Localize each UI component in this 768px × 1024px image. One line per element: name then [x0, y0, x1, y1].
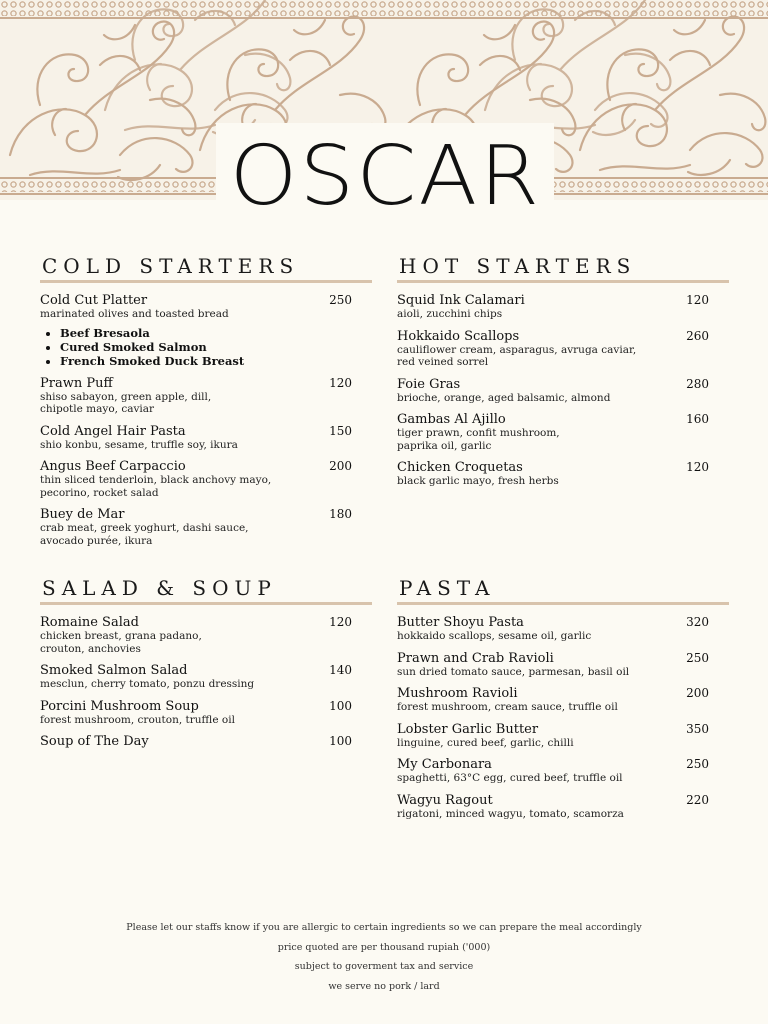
- menu-item: [40, 663, 372, 691]
- item-name: Hokkaido Scallops: [397, 328, 520, 344]
- item-name: Cold Cut Platter: [40, 293, 148, 308]
- item-description: tiger prawn, confit mushroom, paprika oil, garlic: [397, 427, 560, 452]
- list-item: • Cured Smoked Salmon: [60, 340, 372, 354]
- item-name: Porcini Mushroom Soup: [40, 698, 199, 714]
- item-description: rigatoni, minced wagyu, tomato, scamorza: [397, 807, 624, 820]
- footer-notes: [0, 918, 768, 996]
- item-name: Butter Shoyu Pasta: [397, 615, 524, 630]
- item-description: cauliflower cream, asparagus, avruga caviar, red veined sorrel: [397, 343, 637, 368]
- item-description: marinated olives and toasted bread: [40, 308, 229, 320]
- item-price: 320: [686, 615, 709, 629]
- item-price: 200: [686, 686, 709, 700]
- restaurant-name: OSCAR: [229, 128, 541, 224]
- item-price: 280: [686, 376, 709, 391]
- item-name: Prawn and Crab Ravioli: [397, 650, 554, 666]
- item-description: thin sliced tenderloin, black anchovy mayo, pecorino, rocket salad: [40, 474, 272, 499]
- item-name: Lobster Garlic Butter: [397, 721, 539, 737]
- menu-item: [40, 459, 372, 499]
- menu-item: [397, 686, 729, 714]
- section-salad-soup: [40, 576, 372, 757]
- menu-item: [40, 615, 372, 655]
- item-price: 350: [686, 721, 709, 736]
- item-name: Mushroom Ravioli: [397, 686, 518, 701]
- item-price: 260: [686, 328, 709, 343]
- list-item: • French Smoked Duck Breast: [60, 354, 372, 368]
- section-title: PASTA: [399, 576, 496, 600]
- menu-item: [397, 460, 729, 488]
- item-name: Romaine Salad: [40, 615, 139, 630]
- menu-item: [40, 293, 372, 368]
- section-divider: [397, 602, 729, 605]
- item-description: forest mushroom, cream sauce, truffle oil: [397, 701, 618, 713]
- item-name: Chicken Croquetas: [397, 460, 523, 475]
- item-price: 120: [329, 615, 352, 629]
- item-name: Foie Gras: [397, 376, 461, 392]
- section-title: HOT STARTERS: [399, 254, 637, 278]
- item-price: 250: [329, 293, 352, 307]
- item-price: 120: [329, 375, 352, 390]
- item-name: Angus Beef Carpaccio: [40, 459, 186, 474]
- item-description: spaghetti, 63°C egg, cured beef, truffle oil: [397, 772, 623, 784]
- menu-item: [397, 722, 729, 750]
- item-description: hokkaido scallops, sesame oil, garlic: [397, 630, 592, 642]
- item-price: 120: [686, 293, 709, 307]
- item-description: mesclun, cherry tomato, ponzu dressing: [40, 678, 255, 690]
- section-title: COLD STARTERS: [42, 254, 300, 278]
- item-price: 160: [686, 412, 709, 426]
- menu-item: [40, 376, 372, 416]
- item-name: Cold Angel Hair Pasta: [40, 423, 186, 439]
- price-note: price quoted are per thousand rupiah ('000): [277, 941, 491, 953]
- item-description: linguine, cured beef, garlic, chilli: [397, 736, 574, 749]
- menu-item: [397, 329, 729, 369]
- item-price: 100: [329, 734, 352, 748]
- menu-item: [40, 699, 372, 727]
- item-price: 150: [329, 423, 352, 438]
- section-pasta: [397, 576, 729, 828]
- item-description: black garlic mayo, fresh herbs: [397, 475, 559, 487]
- item-price: 180: [329, 507, 352, 521]
- item-price: 250: [686, 650, 709, 665]
- pork-note: we serve no pork / lard: [328, 980, 440, 992]
- item-description: shiso sabayon, green apple, dill, chipotle mayo, caviar: [40, 390, 212, 415]
- section-divider: [40, 602, 372, 605]
- item-price: 220: [686, 792, 709, 807]
- list-item: • Beef Bresaola: [60, 326, 372, 340]
- item-description: sun dried tomato sauce, parmesan, basil oil: [397, 665, 630, 678]
- section-cold-starters: [40, 254, 372, 555]
- item-name: Prawn Puff: [40, 375, 113, 391]
- item-name: Gambas Al Ajillo: [397, 412, 506, 427]
- title-box: [216, 123, 554, 230]
- item-description: shio konbu, sesame, truffle soy, ikura: [40, 438, 238, 451]
- section-divider: [40, 280, 372, 283]
- item-name: Wagyu Ragout: [397, 792, 493, 808]
- item-options-list: [40, 326, 372, 368]
- menu-item: [40, 424, 372, 452]
- section-title: SALAD & SOUP: [42, 576, 277, 600]
- allergy-note: Please let our staffs know if you are allergic to certain ingredients so we can prepare the meal accordingly: [126, 922, 642, 933]
- item-name: Soup of The Day: [40, 734, 149, 749]
- menu-item: [397, 651, 729, 679]
- item-name: Buey de Mar: [40, 507, 125, 522]
- item-price: 100: [329, 698, 352, 713]
- item-description: aioli, zucchini chips: [397, 308, 503, 320]
- item-price: 140: [329, 663, 352, 677]
- item-price: 120: [686, 460, 709, 474]
- item-name: Smoked Salmon Salad: [40, 663, 188, 678]
- menu-item: [397, 615, 729, 643]
- menu-item: [397, 377, 729, 405]
- menu-item: [397, 293, 729, 321]
- menu-item: [397, 757, 729, 785]
- menu-item: [40, 507, 372, 547]
- item-price: 250: [686, 757, 709, 771]
- item-description: crab meat, greek yoghurt, dashi sauce, avocado purée, ikura: [40, 522, 249, 547]
- section-divider: [397, 280, 729, 283]
- menu-item: [397, 412, 729, 452]
- tax-note: subject to goverment tax and service: [294, 961, 474, 972]
- item-price: 200: [329, 459, 352, 473]
- section-hot-starters: [397, 254, 729, 496]
- menu-item: [397, 793, 729, 821]
- item-name: My Carbonara: [397, 757, 492, 772]
- item-name: Squid Ink Calamari: [397, 293, 525, 308]
- item-description: chicken breast, grana padano, crouton, anchovies: [40, 630, 202, 655]
- item-description: brioche, orange, aged balsamic, almond: [397, 391, 611, 404]
- item-description: forest mushroom, crouton, truffle oil: [40, 713, 235, 726]
- menu-item: [40, 734, 372, 749]
